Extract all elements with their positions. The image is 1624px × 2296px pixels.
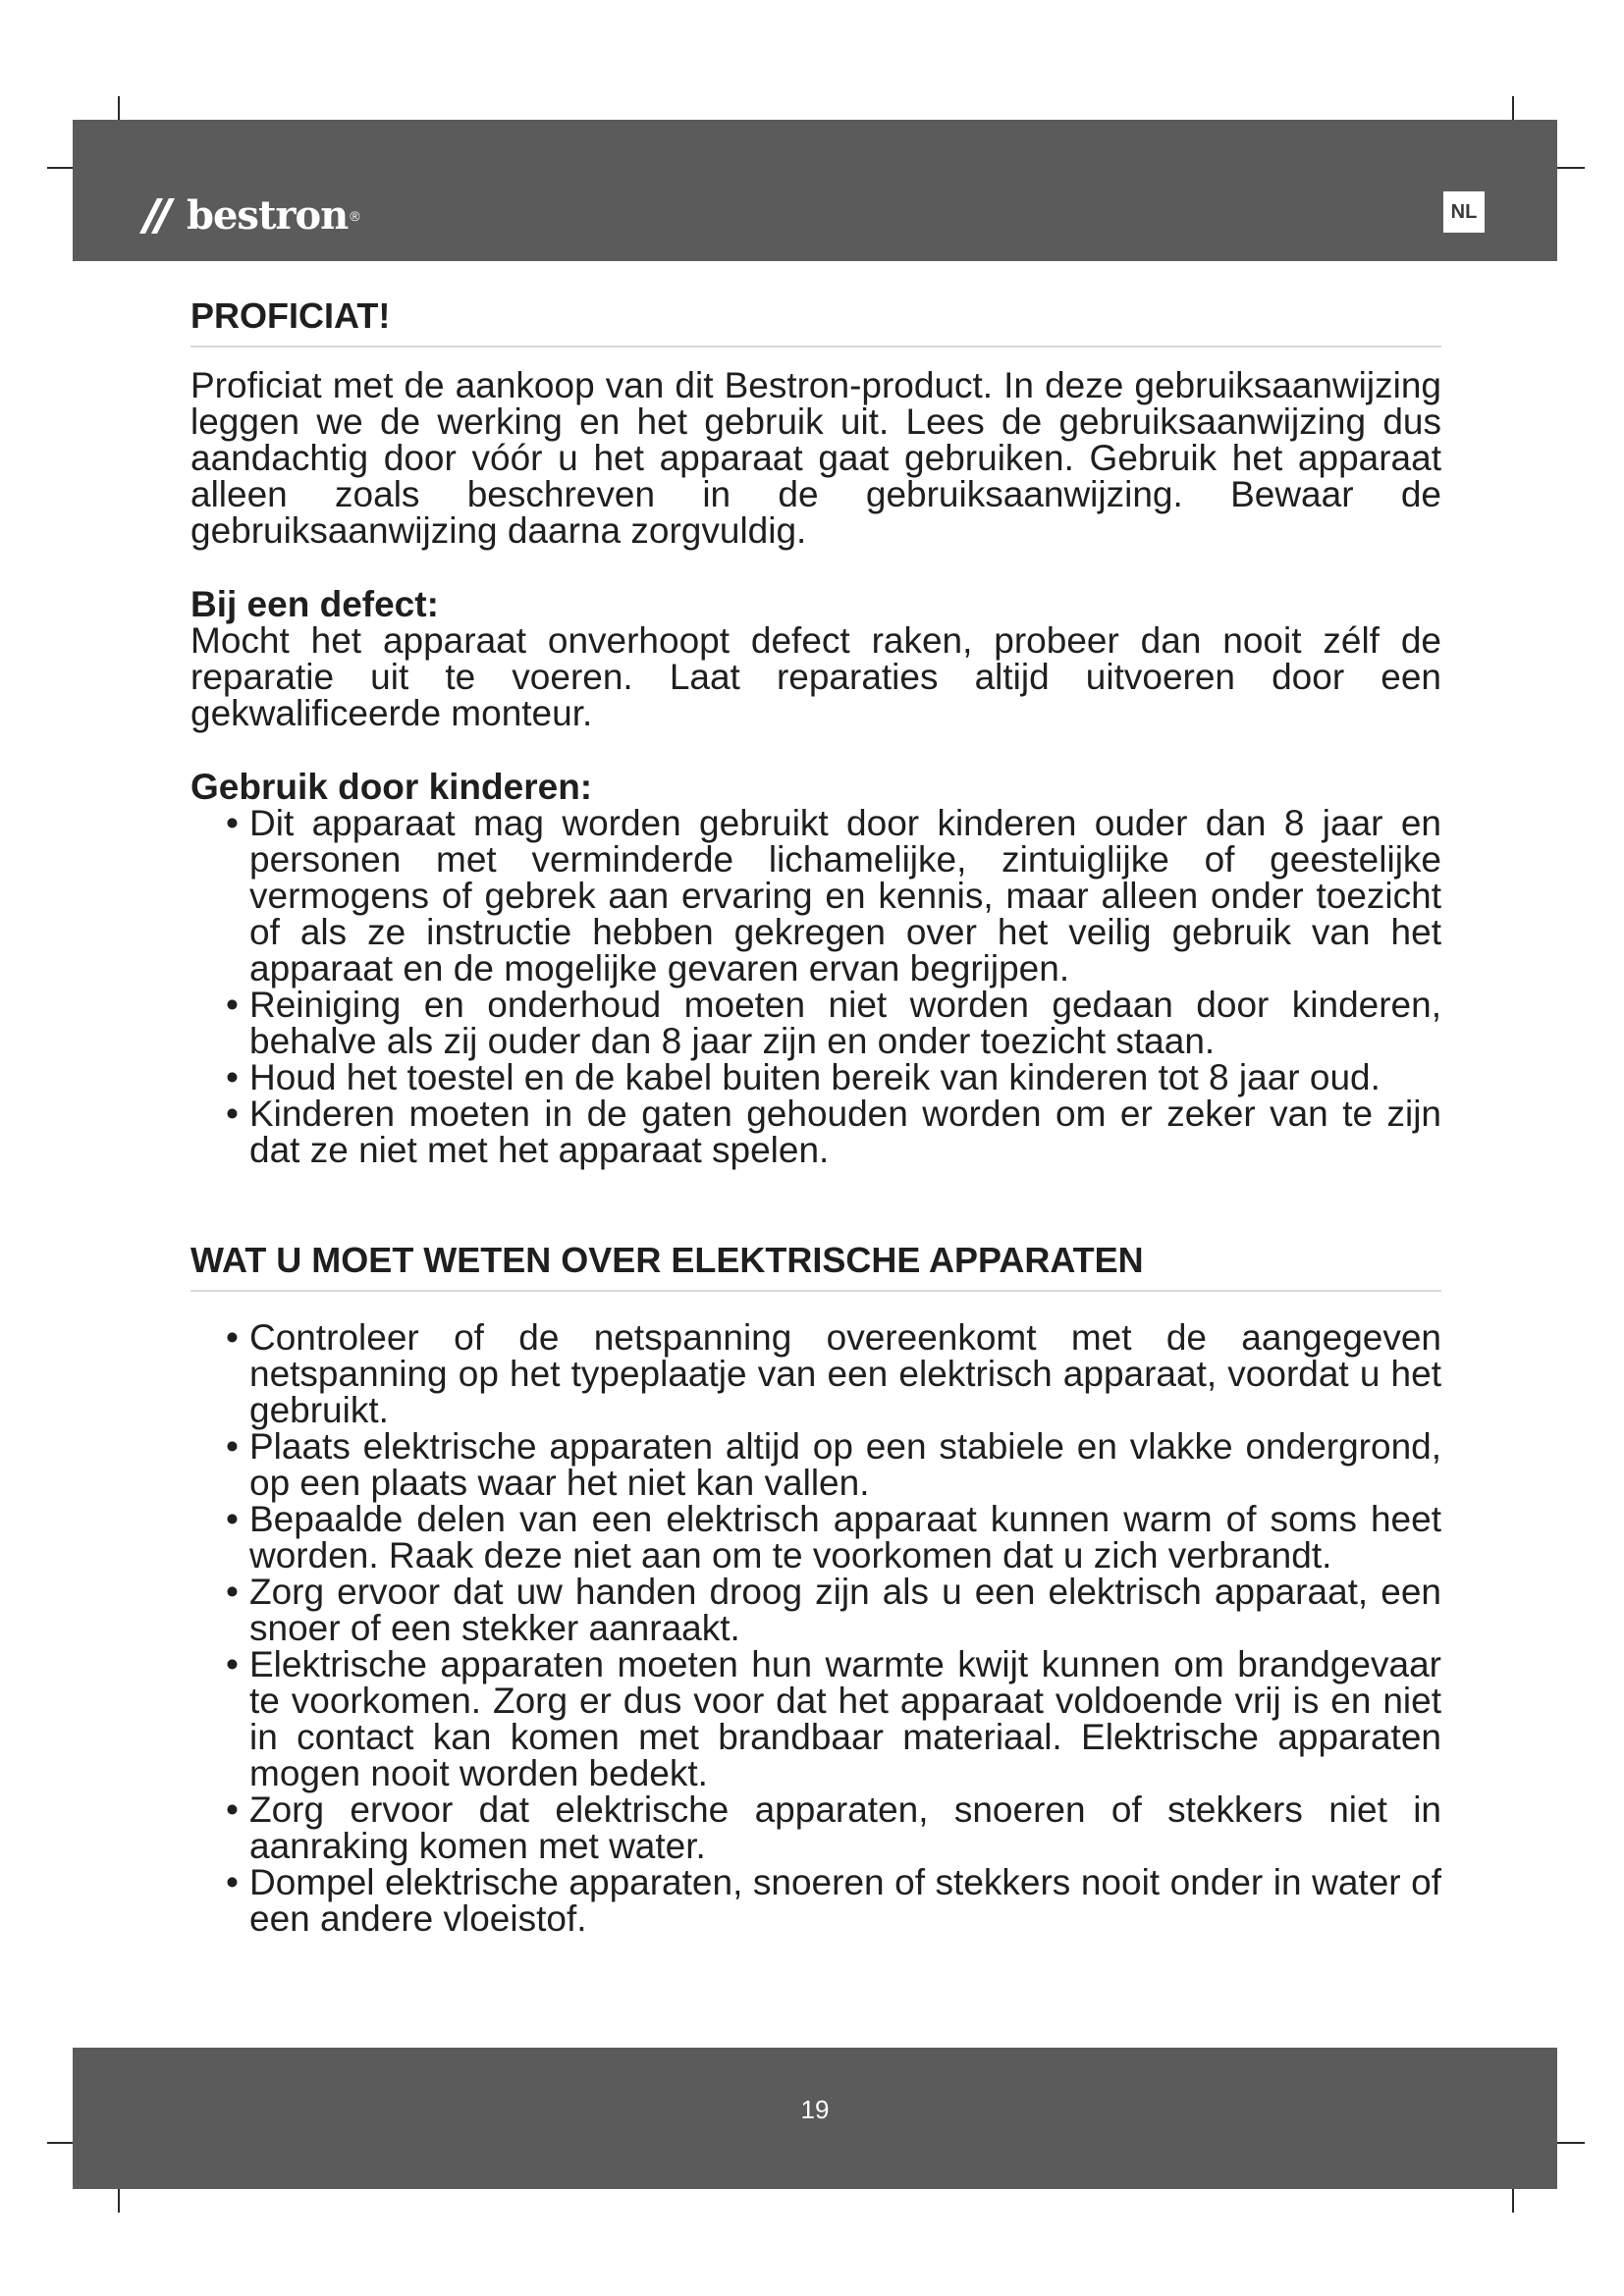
- list-item-text: Bepaalde delen van een elektrisch apparaat kunnen warm of soms heet worden. Raak deze niet aan om te voorkomen dat u zich verbrandt.: [249, 1499, 1441, 1575]
- list-item-text: Kinderen moeten in de gaten gehouden worden om er zeker van te zijn dat ze niet met het apparaat spelen.: [249, 1094, 1441, 1170]
- bullet: •: [226, 1789, 239, 1830]
- bullet: •: [226, 1572, 239, 1612]
- list-item-text: Dompel elektrische apparaten, snoeren of stekkers nooit onder in water of een andere vloeistof.: [249, 1862, 1441, 1939]
- defect-heading: Bij een defect:: [190, 584, 439, 624]
- list-item: [190, 1428, 1441, 1501]
- bullet: •: [226, 1499, 239, 1539]
- page-number: 19: [800, 2095, 830, 2124]
- list-item-text: Zorg ervoor dat elektrische apparaten, snoeren of stekkers niet in aanraking komen met water.: [249, 1789, 1441, 1866]
- list-item: [190, 1574, 1441, 1646]
- language-badge: NL: [1443, 191, 1485, 233]
- list-item: [190, 1864, 1441, 1937]
- list-item: [190, 1319, 1441, 1428]
- registered-mark: ®: [350, 208, 360, 224]
- bullet: •: [226, 1057, 239, 1097]
- list-item-text: Elektrische apparaten moeten hun warmte kwijt kunnen om brandgevaar te voorkomen. Zorg er dus voor dat het apparaat voldoende vrij is en niet in contact kan komen met brandbaar materiaal. Elektrische apparaten mogen nooit worden bedekt.: [249, 1644, 1441, 1793]
- bullet: •: [226, 1094, 239, 1134]
- brand-name: bestron: [187, 192, 349, 239]
- list-item: [190, 1095, 1441, 1168]
- bullet: •: [226, 1644, 239, 1684]
- list-item-text: Dit apparaat mag worden gebruikt door kinderen ouder dan 8 jaar en personen met verminderde lichamelijke, zintuiglijke of geestelijke vermogens of gebrek aan ervaring en kennis, maar alleen onder toezicht of als ze instructie hebben gekregen over het veilig gebruik van het apparaat en de mogelijke gevaren ervan begrijpen.: [249, 803, 1441, 988]
- list-item-text: Zorg ervoor dat uw handen droog zijn als u een elektrisch apparaat, een snoer of een stekker aanraakt.: [249, 1572, 1441, 1648]
- bullet: •: [226, 985, 239, 1025]
- bullet: •: [226, 1317, 239, 1358]
- list-item: [190, 1791, 1441, 1864]
- list-item: [190, 1059, 1441, 1095]
- list-item-text: Reiniging en onderhoud moeten niet worden gedaan door kinderen, behalve als zij ouder dan 8 jaar zijn en onder toezicht staan.: [249, 985, 1441, 1061]
- double-slash-logo-icon: [137, 196, 181, 236]
- header-bar: [73, 120, 1557, 261]
- list-item: [190, 987, 1441, 1059]
- list-item: [190, 1646, 1441, 1791]
- footer-bar: [73, 2048, 1557, 2189]
- bullet: •: [226, 1426, 239, 1467]
- bullet: •: [226, 1862, 239, 1902]
- list-item-text: Houd het toestel en de kabel buiten bereik van kinderen tot 8 jaar oud.: [249, 1057, 1380, 1097]
- defect-paragraph: Mocht het apparaat onverhoopt defect raken, probeer dan nooit zélf de reparatie uit te voeren. Laat reparaties altijd uitvoeren door een gekwalificeerde monteur.: [190, 620, 1441, 733]
- children-list: [190, 805, 1441, 1168]
- intro-paragraph: Proficiat met de aankoop van dit Bestron-product. In deze gebruiksaanwijzing leggen we de werking en het gebruik uit. Lees de gebruiksaanwijzing dus aandachtig door vóór u het apparaat gaat gebruiken. Gebruik het apparaat alleen zoals beschreven in de gebruiksaanwijzing. Bewaar de gebruiksaanwijzing daarna zorgvuldig.: [190, 365, 1441, 551]
- brand-logo: [137, 194, 360, 238]
- list-item-text: Controleer of de netspanning overeenkomt met de aangegeven netspanning op het typeplaatje van een elektrisch apparaat, voordat u het gebruikt.: [249, 1317, 1441, 1430]
- list-item: [190, 1501, 1441, 1574]
- children-heading: Gebruik door kinderen:: [190, 767, 593, 807]
- page-content: [190, 294, 1441, 1937]
- list-item-text: Plaats elektrische apparaten altijd op een stabiele en vlakke ondergrond, op een plaats waar het niet kan vallen.: [249, 1426, 1441, 1503]
- list-item: [190, 805, 1441, 987]
- proficiat-heading: PROFICIAT!: [190, 294, 1441, 347]
- bullet: •: [226, 803, 239, 843]
- electrical-heading: WAT U MOET WETEN OVER ELEKTRISCHE APPARATEN: [190, 1239, 1441, 1292]
- electrical-list: [190, 1319, 1441, 1937]
